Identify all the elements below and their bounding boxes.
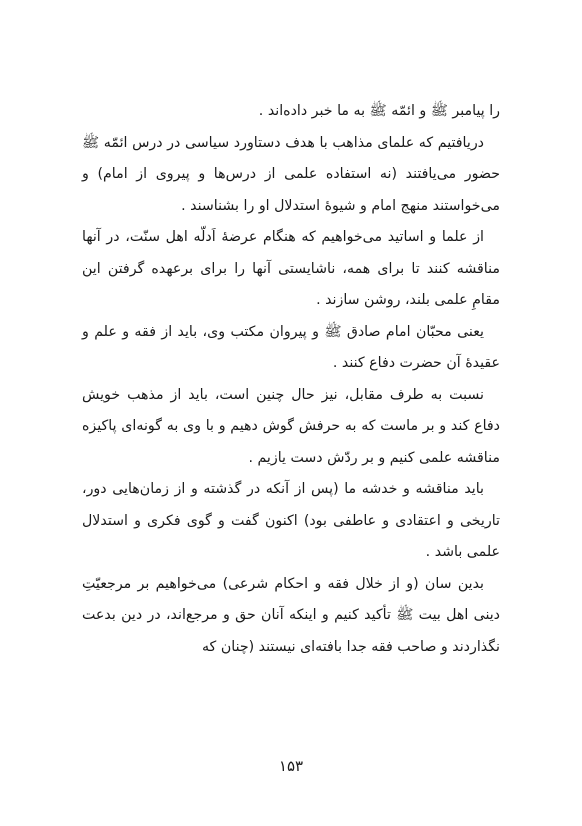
paragraph: باید مناقشه و خدشه ما (پس از آنکه در گذشته و از زمان‌هایی دور، تاریخی و اعتقادی و عاطفی بود) اکنون گفت و گوی فکری و استدلال علمی باشد . <box>82 481 500 560</box>
paragraph: نسبت به طرف مقابل، نیز حال چنین است، باید از مذهب خویش دفاع کند و بر ماست که به حرفش گوش دهیم و با وی به گونه‌ای پاکیزه مناقشه علمی کنیم و بر ردّش دست یازیم . <box>82 386 500 466</box>
paragraph: بدین سان (و از خلال فقه و احکام شرعی) می‌خواهیم بر مرجعیّتِ دینی اهل بیت ﷺ تأکید کنیم و اینکه آنان حق و مرجع‌اند، در دین بدعت نگذاردند و صاحب فقه جدا بافته‌ای نیستند (چنان که <box>82 575 500 655</box>
page-number: ۱۵۳ <box>278 757 304 775</box>
body-text <box>82 96 500 663</box>
paragraph: از علما و اساتید می‌خواهیم که هنگام عرضۀ اَدلّه اهل سنّت، در آنها مناقشه کنند تا برای همه، ناشایستی آنها را برای برعهده گرفتن این مقامِ علمی بلند، روشن سازند . <box>82 229 500 308</box>
paragraph: یعنی محبّان امام صادق ﷺ و پیروان مکتب وی، باید از فقه و علم و عقیدۀ آن حضرت دفاع کنند . <box>82 323 500 371</box>
paragraph: دریافتیم که علمای مذاهب با هدف دستاورد سیاسی در درس ائمّه ﷺ حضور می‌یافتند (نه استفاده علمی از درس‌ها و پیروی از امام) و می‌خواستند منهج امام و شیوۀ استدلال او را بشناسند . <box>82 134 500 214</box>
paragraph-continuation: را پیامبر ﷺ و ائمّه ﷺ به ما خبر داده‌اند . <box>258 103 500 119</box>
